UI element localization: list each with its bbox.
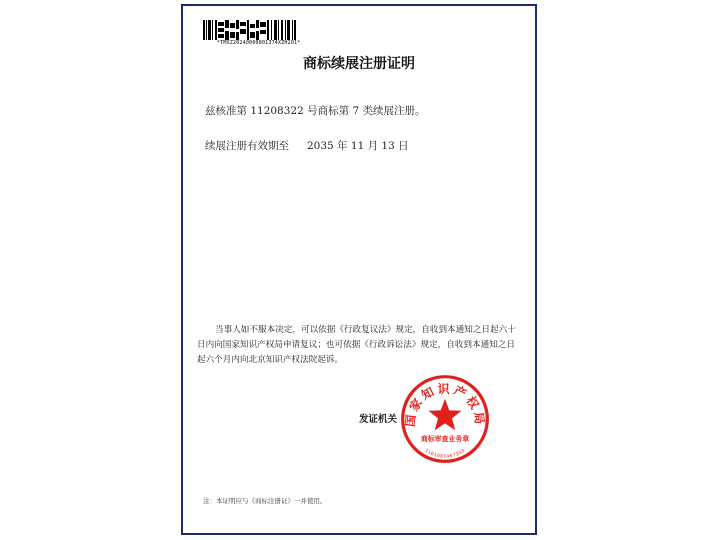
seal-outer-text: 国家知识产权局 [403,381,487,428]
issuing-authority-label: 发证机关 [359,414,398,425]
barcode [203,20,303,40]
appeal-notice: 当事人如不服本决定，可以依据《行政复议法》规定，自收到本通知之日起六十日内向国家知识产权局申请复议；也可依据《行政诉讼法》规定，自收到本通知之日起六个月内向北京知识产权法院起诉。 [197,325,516,365]
barcode-number: *TMXZ20240000801374XZH201* [217,40,301,46]
seal-inner-text: 商标审查业务章 [420,435,470,444]
seal-code: 1101081467333 [423,448,467,460]
approval-statement: 兹核准第 11208322 号商标第 7 类续展注册。 [205,105,426,117]
document-title: 商标续展注册证明 [303,56,415,72]
certificate-page [181,4,537,535]
official-seal [399,373,491,465]
validity-label: 续展注册有效期至 [205,140,289,152]
seal-star-icon [428,399,461,430]
validity-line [205,138,409,153]
footnote: 注：本证明应与《商标注册证》一并使用。 [203,497,327,505]
validity-date: 2035 年 11 月 13 日 [307,140,409,152]
